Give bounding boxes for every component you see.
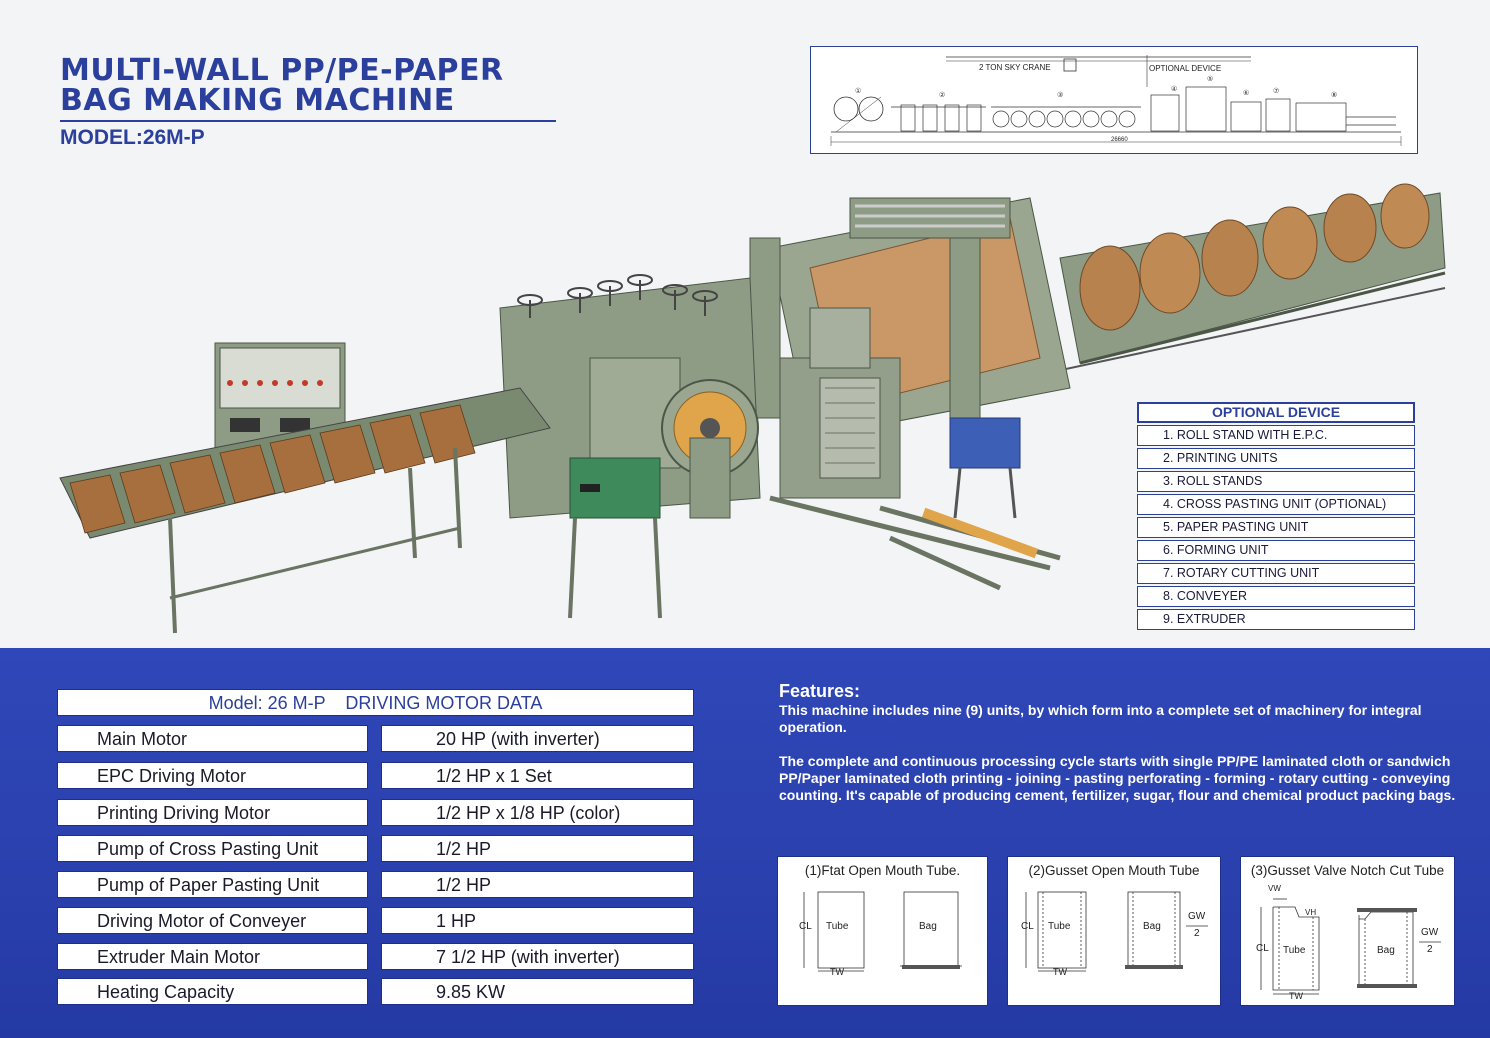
optional-device-item: 1. ROLL STAND WITH E.P.C. xyxy=(1137,425,1415,446)
svg-text:③: ③ xyxy=(1057,91,1064,99)
title-block xyxy=(60,53,560,150)
motor-value: 20 HP (with inverter) xyxy=(381,725,694,752)
optional-device-table xyxy=(1137,402,1415,632)
svg-text:⑤: ⑤ xyxy=(1207,75,1214,83)
svg-text:①: ① xyxy=(855,87,862,95)
svg-text:⑦: ⑦ xyxy=(1273,87,1280,95)
motor-name: Extruder Main Motor xyxy=(57,943,368,970)
tube-diagram-title: (1)Ftat Open Mouth Tube. xyxy=(804,863,961,878)
motor-value: 1 HP xyxy=(381,907,694,934)
motor-value: 7 1/2 HP (with inverter) xyxy=(381,943,694,970)
tube-drawing xyxy=(1241,857,1456,1007)
features-title: Features: xyxy=(779,681,861,701)
tube-diagram-title: (3)Gusset Valve Notch Cut Tube xyxy=(1250,863,1445,878)
cl-label: CL xyxy=(799,921,812,932)
tube-label: Tube xyxy=(1048,921,1071,932)
tube-diagram-gusset-valve-notch xyxy=(1240,856,1455,1006)
model-label: MODEL:26M-P xyxy=(60,126,205,149)
tube-diagram-title: (2)Gusset Open Mouth Tube xyxy=(1028,863,1200,878)
svg-text:④: ④ xyxy=(1171,85,1178,93)
features-section xyxy=(779,681,1459,804)
page-title-line-2: BAG MAKING MACHINE xyxy=(60,83,455,118)
machine-layout-diagram xyxy=(810,46,1418,154)
optional-device-label: OPTIONAL DEVICE xyxy=(1149,64,1222,73)
motor-value: 1/2 HP xyxy=(381,871,694,898)
tube-drawing xyxy=(778,857,989,1007)
gw-divisor-label: 2 xyxy=(1427,944,1433,955)
tube-label: Tube xyxy=(826,921,849,932)
motor-name: Main Motor xyxy=(57,725,368,752)
motor-value: 1/2 HP x 1 Set xyxy=(381,762,694,789)
hydraulic-station xyxy=(950,418,1020,518)
gw-divisor-label: 2 xyxy=(1194,928,1200,939)
length-dimension: 26660 xyxy=(1111,137,1128,143)
tw-label: TW xyxy=(1053,967,1067,977)
cl-label: CL xyxy=(1256,943,1269,954)
cl-label: CL xyxy=(1021,921,1034,932)
tube-drawing xyxy=(1008,857,1222,1007)
vw-label: VW xyxy=(1268,884,1281,893)
crane-label: 2 TON SKY CRANE xyxy=(979,63,1051,72)
tube-diagram-flat-open-mouth xyxy=(777,856,988,1006)
optional-device-item: 7. ROTARY CUTTING UNIT xyxy=(1137,563,1415,584)
title-underline xyxy=(60,120,556,122)
features-paragraph-2: The complete and continuous processing cycle starts with single PP/PE laminated cloth or sandwich PP/Paper laminated cloth printing - joining - pasting perforating - forming - rotary cutting - conveying counting. It's capable of producing cement, fertilizer, sugar, flour and chemical product packing bags. xyxy=(779,753,1456,803)
tw-label: TW xyxy=(830,967,844,977)
bag-label: Bag xyxy=(1377,945,1395,956)
features-paragraph-1: This machine includes nine (9) units, by which form into a complete set of machinery for integral operation. xyxy=(779,702,1422,735)
vh-label: VH xyxy=(1305,908,1317,917)
optional-device-item: 5. PAPER PASTING UNIT xyxy=(1137,517,1415,538)
page-title-line-1: MULTI-WALL PP/PE-PAPER xyxy=(60,53,504,88)
svg-text:⑥: ⑥ xyxy=(1243,89,1250,97)
motor-name: Pump of Paper Pasting Unit xyxy=(57,871,368,898)
optional-device-item: 4. CROSS PASTING UNIT (OPTIONAL) xyxy=(1137,494,1415,515)
optional-device-item: 2. PRINTING UNITS xyxy=(1137,448,1415,469)
tw-label: TW xyxy=(1289,991,1303,1001)
bag-label: Bag xyxy=(1143,921,1161,932)
motor-value: 1/2 HP xyxy=(381,835,694,862)
motor-name: Heating Capacity xyxy=(57,978,368,1005)
gw-label: GW xyxy=(1421,927,1439,938)
bag-label: Bag xyxy=(919,921,937,932)
motor-name: Driving Motor of Conveyer xyxy=(57,907,368,934)
svg-text:②: ② xyxy=(939,91,946,99)
motor-name: EPC Driving Motor xyxy=(57,762,368,789)
motor-value: 9.85 KW xyxy=(381,978,694,1005)
optional-device-item: 6. FORMING UNIT xyxy=(1137,540,1415,561)
motor-name: Printing Driving Motor xyxy=(57,799,368,826)
optional-device-title: OPTIONAL DEVICE xyxy=(1137,402,1415,423)
control-box xyxy=(570,458,660,618)
motor-data-header: Model: 26 M-P DRIVING MOTOR DATA xyxy=(57,689,694,716)
gw-label: GW xyxy=(1188,911,1206,922)
optional-device-item: 9. EXTRUDER xyxy=(1137,609,1415,630)
optional-device-item: 8. CONVEYER xyxy=(1137,586,1415,607)
svg-text:⑧: ⑧ xyxy=(1331,91,1338,99)
optional-device-item: 3. ROLL STANDS xyxy=(1137,471,1415,492)
motor-value: 1/2 HP x 1/8 HP (color) xyxy=(381,799,694,826)
tube-diagram-gusset-open-mouth xyxy=(1007,856,1221,1006)
tube-label: Tube xyxy=(1283,945,1306,956)
motor-name: Pump of Cross Pasting Unit xyxy=(57,835,368,862)
